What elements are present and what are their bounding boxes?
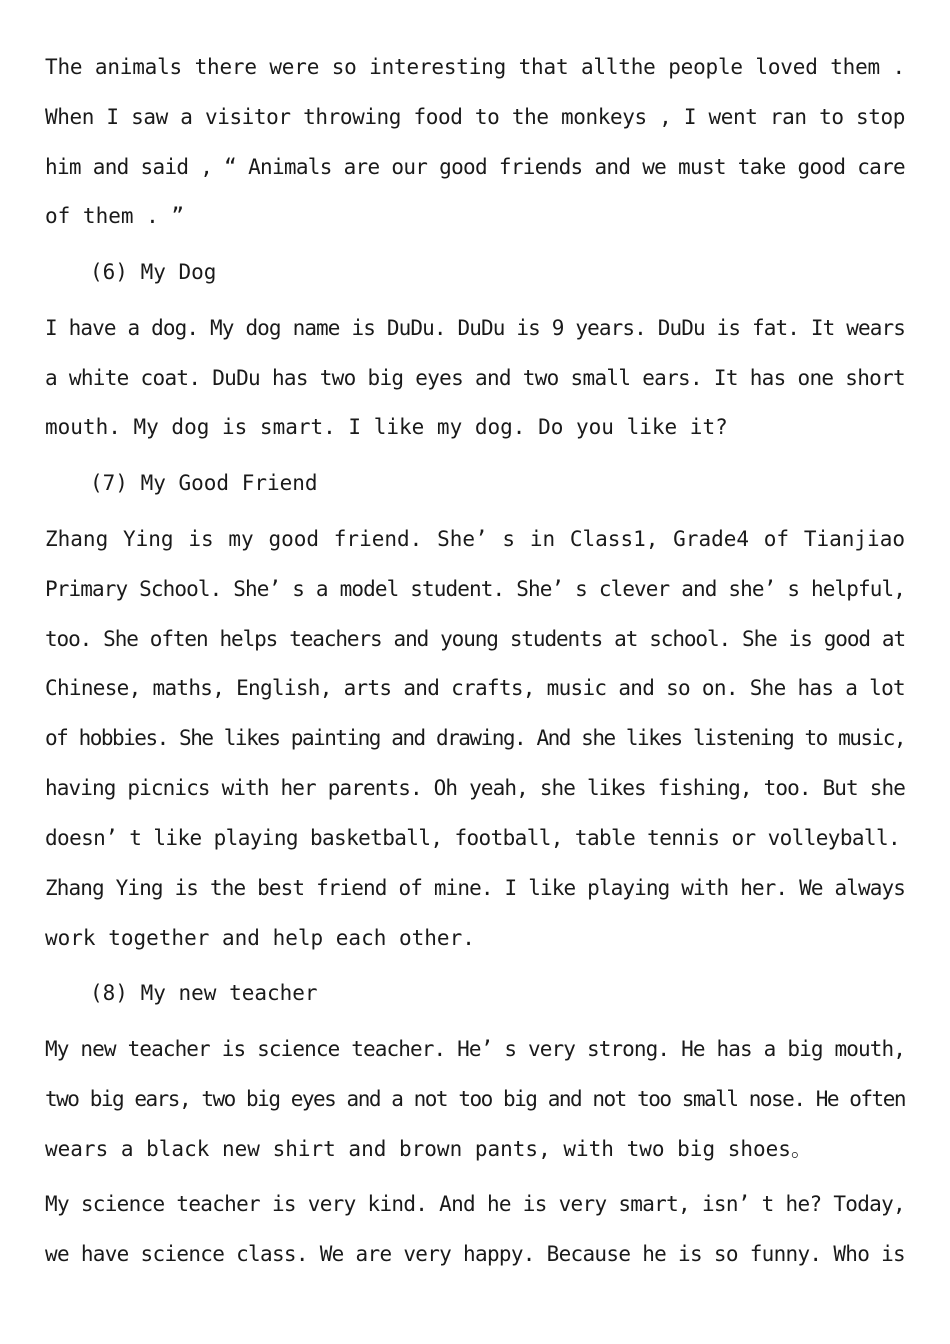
paragraph-line: My new teacher is science teacher. He’ s very strong. He has a big mouth, [45, 1037, 905, 1061]
paragraph-line: a white coat. DuDu has two big eyes and two small ears. It has one short [45, 366, 905, 390]
paragraph-line: too. She often helps teachers and young students at school. She is good at [45, 627, 905, 651]
paragraph-line: we have science class. We are very happy. Because he is so funny. Who is [45, 1242, 905, 1266]
paragraph-line: wears a black new shirt and brown pants, with two big shoes。 [45, 1137, 812, 1161]
paragraph-line: Chinese, maths, English, arts and crafts, music and so on. She has a lot [45, 676, 905, 700]
paragraph-line: him and said , “ Animals are our good friends and we must take good care [45, 155, 905, 179]
paragraph-line: Zhang Ying is the best friend of mine. I like playing with her. We always [45, 876, 905, 900]
paragraph-line: two big ears, two big eyes and a not too big and not too small nose. He often [45, 1087, 905, 1111]
paragraph-line: My science teacher is very kind. And he is very smart, isn’ t he? Today, [45, 1192, 905, 1216]
paragraph-line: of them . ” [45, 204, 185, 228]
paragraph-line: work together and help each other. [45, 926, 475, 950]
paragraph-line: having picnics with her parents. Oh yeah, she likes fishing, too. But she [45, 776, 905, 800]
paragraph-line: I have a dog. My dog name is DuDu. DuDu is 9 years. DuDu is fat. It wears [45, 316, 905, 340]
section-heading: (7) My Good Friend [90, 471, 318, 495]
paragraph-line: Zhang Ying is my good friend. She’ s in Class1, Grade4 of Tianjiao [45, 527, 905, 551]
paragraph-line: of hobbies. She likes painting and drawing. And she likes listening to music, [45, 726, 905, 750]
paragraph-line: When I saw a visitor throwing food to the monkeys , I went ran to stop [45, 105, 905, 129]
section-heading: (6) My Dog [90, 260, 217, 284]
paragraph-line: Primary School. She’ s a model student. She’ s clever and she’ s helpful, [45, 577, 905, 601]
paragraph-line: doesn’ t like playing basketball, football, table tennis or volleyball. [45, 826, 901, 850]
section-heading: (8) My new teacher [90, 981, 318, 1005]
paragraph-line: mouth. My dog is smart. I like my dog. Do you like it? [45, 415, 728, 439]
paragraph-line: The animals there were so interesting that allthe people loved them . [45, 55, 905, 79]
